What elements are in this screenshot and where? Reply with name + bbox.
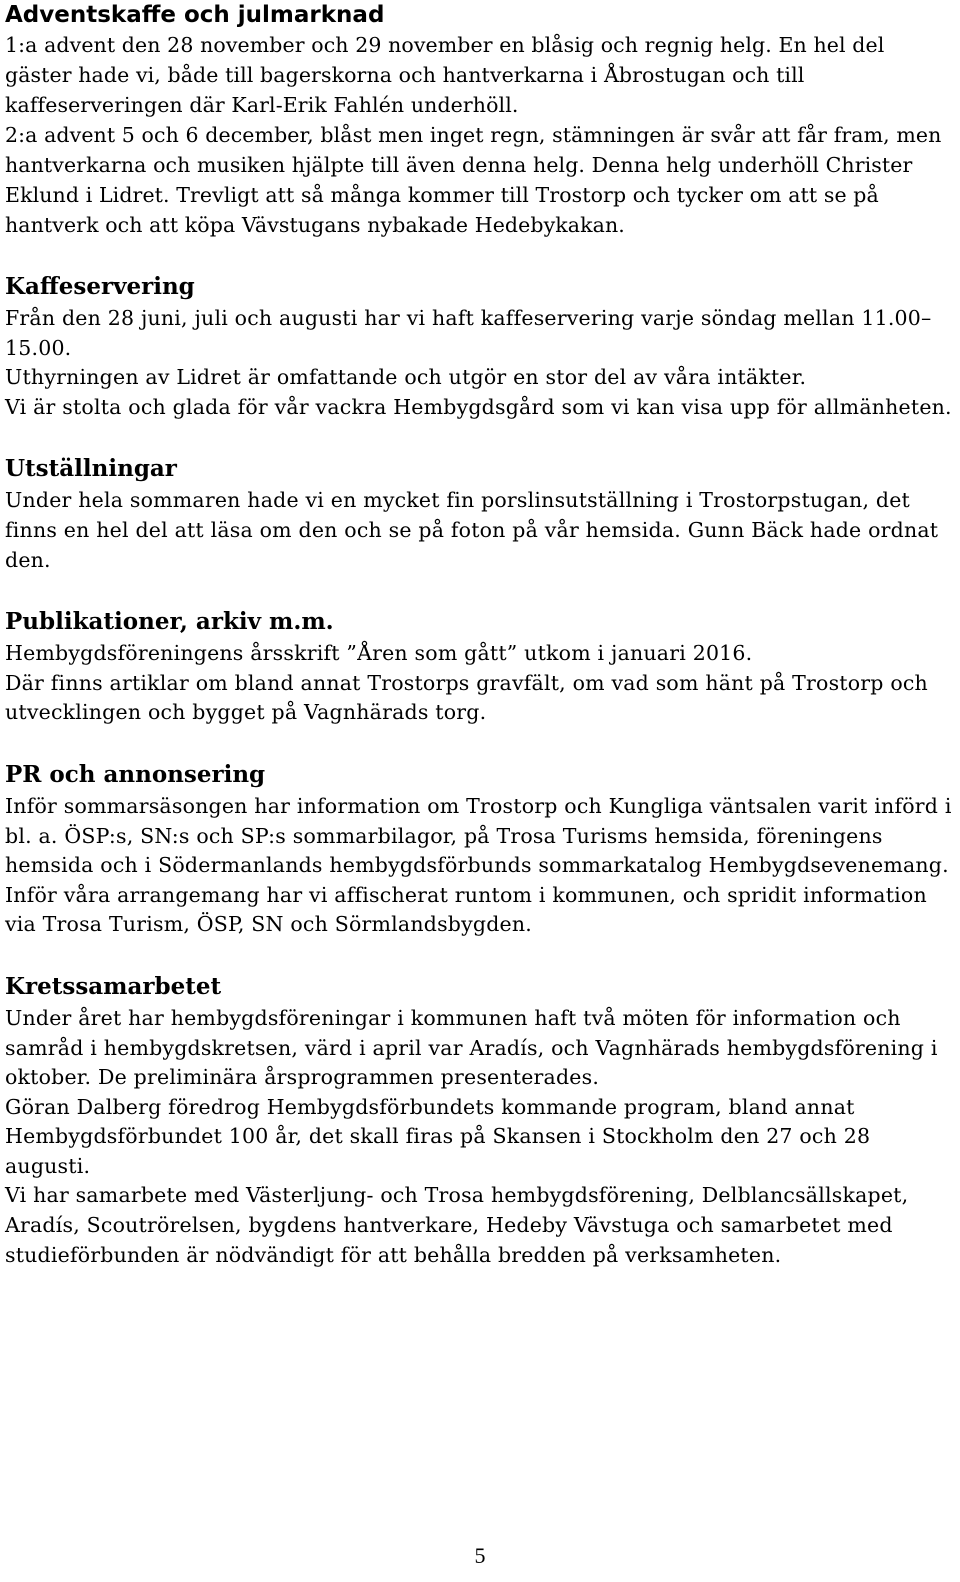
section-heading: Kretssamarbetet [5, 972, 222, 1000]
section-adventskaffe [5, 0, 955, 240]
section-paragraph: Under hela sommaren hade vi en mycket fin porslinsutställning i Trostorpstugan, det finns en hel del att läsa om den och se på foton på vår hemsida. Gunn Bäck hade ordnat den. [5, 488, 939, 572]
section-heading: Adventskaffe och julmarknad [5, 2, 385, 28]
section-heading: Kaffeservering [5, 273, 195, 300]
section-kretssamarbetet [5, 970, 955, 1270]
section-pr-annonsering [5, 758, 955, 940]
section-paragraph: Göran Dalberg föredrog Hembygdsförbundets kommande program, bland annat Hembygdsförbundet 100 år, det skall firas på Skansen i Stockholm den 27 och 28 augusti. [5, 1094, 871, 1178]
document-body [5, 0, 955, 1270]
section-paragraph: 2:a advent 5 och 6 december, blåst men inget regn, stämningen är svår att får fram, men hantverkarna och musiken hjälpte till även denna helg. Denna helg underhöll Christer Eklund i Lidret. Trevligt att så många kommer till Trostorp och tycker om att se på hantverk och att köpa Vävstugans nybakade Hedebykakan. [5, 123, 942, 237]
section-paragraph: Inför sommarsäsongen har information om Trostorp och Kungliga väntsalen varit införd i bl. a. ÖSP:s, SN:s och SP:s sommarbilagor, på Trosa Turisms hemsida, föreningens hemsida och i Södermanlands hembygdsförbunds sommarkatalog Hembygdsevenemang. Inför våra arrangemang har vi affischerat runtom i kommunen, och spridit information via Trosa Turism, ÖSP, SN och Sörmlandsbygden. [5, 793, 952, 937]
section-paragraph: Där finns artiklar om bland annat Trostorps gravfält, om vad som hänt på Trostorp och utvecklingen och bygget på Vagnhärads torg. [5, 670, 928, 725]
section-heading: PR och annonsering [5, 760, 266, 788]
section-publikationer [5, 605, 955, 728]
section-heading: Publikationer, arkiv m.m. [5, 608, 334, 636]
section-paragraph: Vi har samarbete med Västerljung- och Trosa hembygdsförening, Delblancsällskapet, Aradís, Scoutrörelsen, bygdens hantverkare, Hedeby Vävstuga och samarbetet med studieförbunden är nödvändigt för att behålla bredden på verksamheten. [5, 1183, 909, 1267]
section-paragraph: Uthyrningen av Lidret är omfattande och utgör en stor del av våra intäkter. [5, 365, 807, 390]
section-paragraph: Vi är stolta och glada för vår vackra Hembygdsgård som vi kan visa upp för allmänheten. [5, 394, 952, 419]
section-paragraph: Hembygdsföreningens årsskrift ”Åren som gått” utkom i januari 2016. [5, 641, 753, 666]
section-utstallningar [5, 452, 955, 575]
section-paragraph: Från den 28 juni, juli och augusti har vi haft kaffeservering varje söndag mellan 11.00–15.00. [5, 306, 932, 360]
section-paragraph: Under året har hembygdsföreningar i kommunen haft två möten för information och samråd i hembygdskretsen, värd i april var Aradís, och Vagnhärads hembygdsförening i oktober. De preliminära årsprogrammen presenterades. [5, 1005, 938, 1090]
section-heading: Utställningar [5, 455, 177, 483]
section-kaffeservering [5, 270, 955, 422]
page-number: 5 [474, 1543, 486, 1568]
section-paragraph: 1:a advent den 28 november och 29 november en blåsig och regnig helg. En hel del gäster hade vi, både till bagerskorna och hantverkarna i Åbrostugan och till kaffeserveringen där Karl-Erik Fahlén underhöll. [5, 33, 885, 117]
